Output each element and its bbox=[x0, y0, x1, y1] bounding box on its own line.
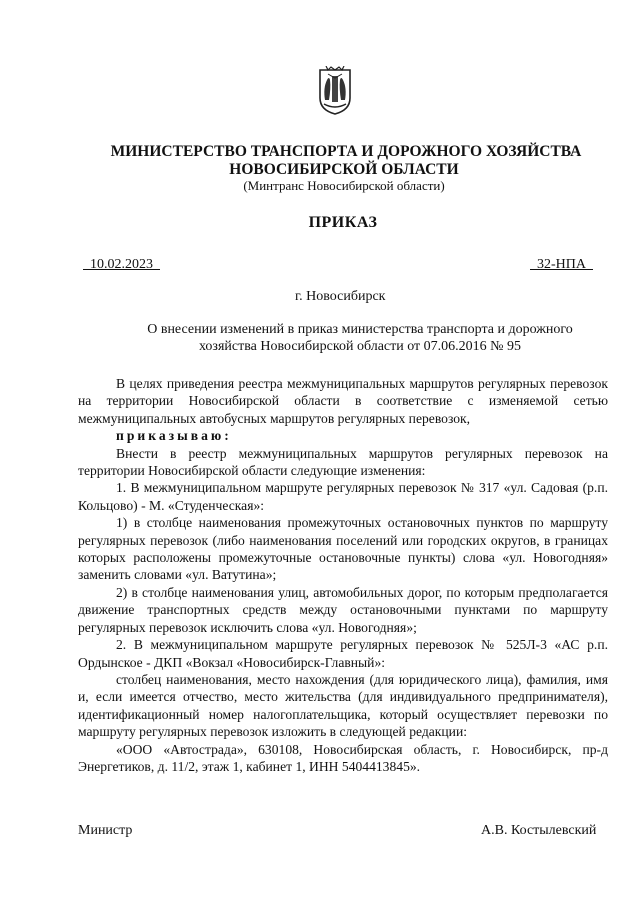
order-title: ПРИКАЗ bbox=[308, 214, 378, 231]
prikazyvayu-label: приказываю: bbox=[116, 428, 232, 444]
paragraph-item-2-value: «ООО «Автострада», 630108, Новосибирская область, г. Новосибирск, пр-д Энергетиков, д. 11/2, этаж 1, кабинет 1, ИНН 5404413845». bbox=[78, 741, 608, 774]
coat-of-arms-icon bbox=[314, 66, 356, 116]
paragraph-1: Внести в реестр межмуниципальных маршрутов регулярных перевозок на территории Новосибирской области следующие изменения: bbox=[78, 445, 608, 479]
paragraph-item-2: 2. В межмуниципальном маршруте регулярных перевозок № 525Л-3 «АС р.п. Ордынское - ДКП «Вокзал «Новосибирск-Главный»: bbox=[78, 637, 608, 670]
order-body bbox=[78, 375, 608, 775]
paragraph-item-1-1: 1) в столбце наименования промежуточных остановочных пунктов по маршруту регулярных перевозок (либо наименования поселений или городских округов, в границах которых расположены промежуточные остановочные пункты) слова «ул. Новогодняя» заменить словами «ул. Ватутина»; bbox=[78, 515, 608, 583]
order-number-value: 32-НПА bbox=[537, 257, 586, 272]
order-number bbox=[530, 257, 593, 273]
ministry-short-name: (Минтранс Новосибирской области) bbox=[243, 178, 445, 193]
intro-paragraph: В целях приведения реестра межмуниципальных маршрутов регулярных перевозок на территории Новосибирской области в соответствие с изменяемой сетью межмуниципальных автобусных маршрутов регулярных перевозок, bbox=[78, 376, 608, 426]
signer-name: А.В. Костылевский bbox=[481, 823, 597, 838]
paragraph-item-2-text: столбец наименования, место нахождения (для юридического лица), фамилия, имя и, если имеется отчество, место жительства (для индивидуального предпринимателя), идентификационный номер налогоплательщика, который осуществляет перевозки по маршруту регулярных перевозок изложить в следующей редакции: bbox=[78, 671, 608, 740]
order-city: г. Новосибирск bbox=[295, 289, 386, 304]
ministry-name-line2: НОВОСИБИРСКОЙ ОБЛАСТИ bbox=[229, 161, 459, 178]
order-date bbox=[83, 257, 160, 273]
ministry-name-line1: МИНИСТЕРСТВО ТРАНСПОРТА И ДОРОЖНОГО ХОЗЯЙСТВА bbox=[110, 143, 582, 160]
signer-position: Министр bbox=[78, 823, 133, 838]
paragraph-item-1-2: 2) в столбце наименования улиц, автомобильных дорог, по которым предполагается движение транспортных средств между остановочными пунктами по маршруту регулярных перевозок исключить слова «ул. Новогодняя»; bbox=[78, 584, 608, 635]
order-subject: О внесении изменений в приказ министерства транспорта и дорожного хозяйства Новосибирской области от 07.06.2016 № 95 bbox=[147, 322, 573, 354]
paragraph-item-1: 1. В межмуниципальном маршруте регулярных перевозок № 317 «ул. Садовая (р.п. Кольцово) - М. «Студенческая»: bbox=[78, 480, 608, 513]
order-date-value: 10.02.2023 bbox=[90, 257, 153, 272]
